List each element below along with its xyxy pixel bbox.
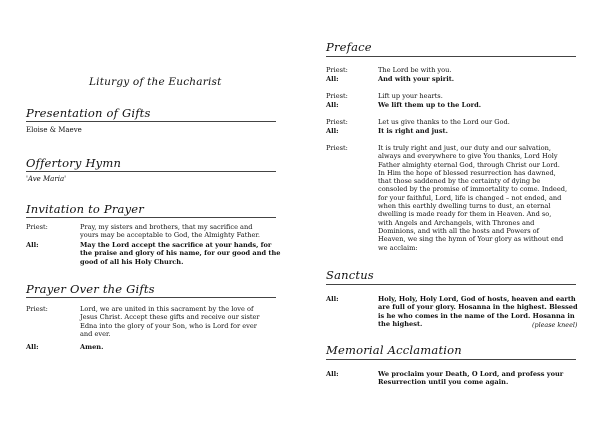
section-heading-memorial-acclamation: Memorial Acclamation: [326, 343, 462, 357]
section-heading-sanctus: Sanctus: [326, 268, 374, 282]
response-text: Lift up your hearts.: [378, 92, 443, 100]
response-text: It is right and just.: [378, 127, 448, 135]
section-heading-presentation: Presentation of Gifts: [26, 106, 151, 120]
response-text: Lord, we are united in this sacrament by the love of Jesus Christ. Accept these gifts and receive our sister Edna into the glory of your Son, who is Lord for ever and ever.: [80, 305, 260, 338]
hymn-title: 'Ave Maria': [26, 175, 67, 183]
role-label: Priest:: [26, 223, 48, 231]
role-label: All:: [326, 101, 339, 109]
role-label: Priest:: [26, 305, 48, 313]
section-heading-prayer-over-gifts: Prayer Over the Gifts: [26, 282, 155, 296]
divider: [326, 284, 576, 285]
divider: [326, 359, 576, 360]
divider: [326, 56, 576, 57]
section-heading-preface: Preface: [326, 40, 372, 54]
role-label: Priest:: [326, 118, 348, 126]
section-heading-invitation: Invitation to Prayer: [26, 202, 144, 216]
response-text: Amen.: [80, 343, 104, 351]
response-text: Holy, Holy, Holy Lord, God of hosts, heaven and earth are full of your glory. Hosanna in the highest. Blessed is he who comes in the name of the Lord. Hosanna in the highest.: [378, 295, 578, 328]
response-text: The Lord be with you.: [378, 66, 452, 74]
role-label: Priest:: [326, 92, 348, 100]
role-label: Priest:: [326, 66, 348, 74]
role-label: All:: [326, 370, 339, 378]
response-text: We lift them up to the Lord.: [378, 101, 482, 109]
divider: [26, 171, 276, 172]
role-label: All:: [326, 75, 339, 83]
role-label: All:: [326, 127, 339, 135]
role-label: All:: [26, 343, 39, 351]
rubric-note: (please kneel): [532, 321, 578, 329]
role-label: All:: [326, 295, 339, 303]
gift-bearers: Eloise & Maeve: [26, 126, 82, 134]
divider: [26, 297, 276, 298]
response-text: And with your spirit.: [378, 75, 455, 83]
response-text: Pray, my sisters and brothers, that my sacrifice and yours may be acceptable to God, the Almighty Father.: [80, 223, 260, 240]
response-text: Let us give thanks to the Lord our God.: [378, 118, 510, 126]
response-text: It is truly right and just, our duty and our salvation, always and everywhere to give You thanks, Lord Holy Father almighty eternal God, through Christ our Lord. In Him the hope of blessed resurrection has dawned, that those saddened by the certainty of dying be consoled by the promise of immortality to come. Indeed, for your faithful, Lord, life is changed – not ended, and when this earthly dwelling turns to dust, an eternal dwelling is made ready for them in Heaven. And so, with Angels and Archangels, with Thrones and Dominions, and with all the hosts and Powers of Heaven, we sing the hymn of Your glory as without end we acclaim:: [378, 144, 568, 252]
section-heading-offertory: Offertory Hymn: [26, 156, 122, 170]
response-text: May the Lord accept the sacrifice at your hands, for the praise and glory of his name, for our good and the good of all his Holy Church.: [80, 241, 281, 266]
divider: [26, 121, 276, 122]
response-text: We proclaim your Death, O Lord, and profess your Resurrection until you come again.: [378, 370, 564, 387]
page-title: Liturgy of the Eucharist: [89, 76, 222, 88]
divider: [26, 217, 276, 218]
role-label: Priest:: [326, 144, 348, 152]
role-label: All:: [26, 241, 39, 249]
